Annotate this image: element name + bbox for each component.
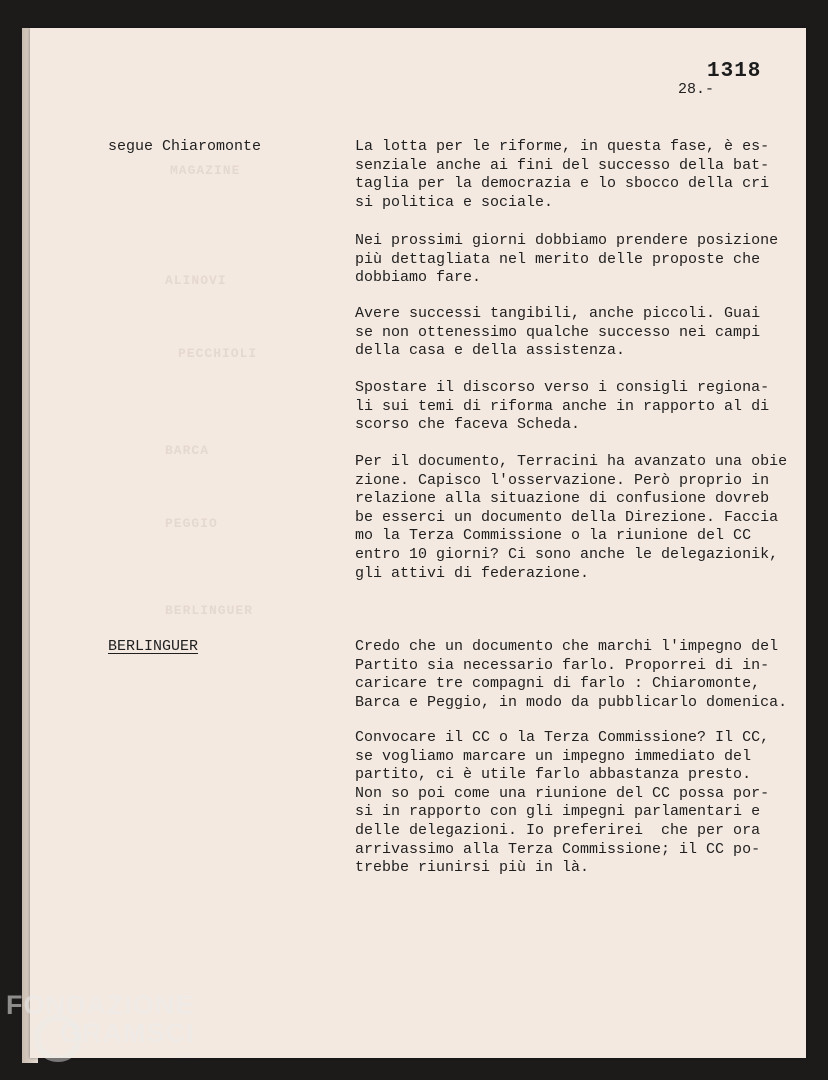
paragraph: Avere successi tangibili, anche piccoli. Guai se non ottenessimo qualche successo nei campi della casa e della assistenza.: [355, 305, 761, 360]
show-through-text: BARCA: [165, 443, 210, 458]
paragraph: La lotta per le riforme, in questa fase, è es- senziale anche ai fini del successo della bat- taglia per la democrazia e lo sbocco della cri si politica e sociale.: [355, 138, 770, 211]
sheet-number: 28.-: [678, 81, 715, 98]
show-through-text: MAGAZINE: [170, 163, 241, 178]
paragraph: Spostare il discorso verso i consigli regiona- li sui temi di riforma anche in rapporto al di scorso che faceva Scheda.: [355, 379, 770, 434]
paragraph: Nei prossimi giorni dobbiamo prendere posizione più dettagliata nel merito delle proposte che dobbiamo fare.: [355, 232, 779, 287]
paragraph: Convocare il CC o la Terza Commissione? Il CC, se vogliamo marcare un impegno immediato del partito, ci è utile farlo abbastanza presto. Non so poi come una riunione del CC possa por- si in rapporto con gli impegni parlamentari e delle delegazioni. Io preferirei che per ora arrivassimo alla Terza Commissione; il CC po- trebbe riunirsi più in là.: [355, 729, 770, 877]
speaker-name: segue Chiaromonte: [108, 138, 262, 155]
show-through-text: PECCHIOLI: [178, 346, 258, 361]
watermark-suffix: onlus: [174, 1050, 198, 1061]
show-through-text: PEGGIO: [165, 516, 218, 531]
show-through-text: ALINOVI: [165, 273, 227, 288]
page-number: 1318: [707, 60, 762, 83]
watermark-text: GRAMSCI: [60, 1018, 195, 1048]
paragraph: Credo che un documento che marchi l'impegno del Partito sia necessario farlo. Proporrei di in- caricare tre compagni di farlo : Chiaromonte, Barca e Peggio, in modo da pubblicarlo domenica.: [355, 638, 788, 711]
paragraph: Per il documento, Terracini ha avanzato una obie zione. Capisco l'osservazione. Però proprio in relazione alla situazione di confusione dovreb be esserci un documento della Direzione. Faccia mo la Terza Commissione o la riunione del CC entro 10 giorni? Ci sono anche le delegazionik, gli attivi di federazione.: [355, 453, 788, 582]
watermark-text: FONDAZIONE: [6, 990, 195, 1020]
show-through-text: BERLINGUER: [165, 603, 254, 618]
speaker-name: BERLINGUER: [108, 638, 199, 655]
